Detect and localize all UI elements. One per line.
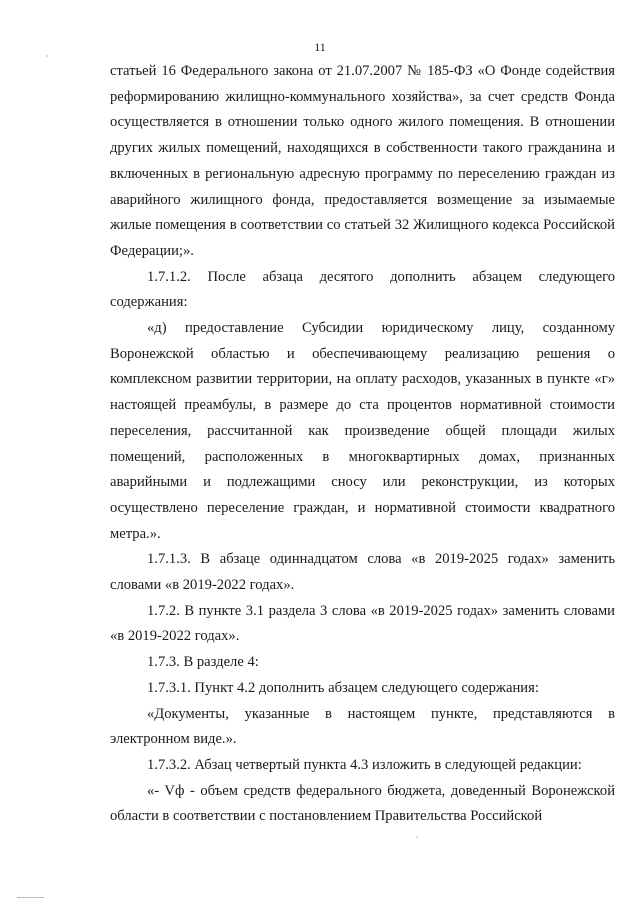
paragraph-subsidy-d: «д) предоставление Субсидии юридическому лицу, созданному Воронежской областью и обеспечивающему реализацию решения о комплексном развитии территории, на оплату расходов, указанных в пункте «г» настоящей преамбулы, в размере до ста процентов нормативной стоимости переселения, рассчитанной как произведение общей площади жилых помещений, расположенных в многоквартирных домах, признанных аварийными и подлежащими сносу или реконструкции, из которых осуществлено переселение граждан, и нормативной стоимости квадратного метра.».	[110, 320, 615, 542]
paragraph-documents-electronic: «Документы, указанные в настоящем пункте, представляются в электронном виде.».	[110, 705, 615, 748]
paragraph-1-7-3: 1.7.3. В разделе 4:	[147, 654, 259, 671]
paragraph-1-7-3-2: 1.7.3.2. Абзац четвертый пункта 4.3 изложить в следующей редакции:	[147, 756, 582, 773]
paragraph-continuation: статьей 16 Федерального закона от 21.07.2007 № 185-ФЗ «О Фонде содействия реформированию жилищно-коммунального хозяйства», за счет средств Фонда осуществляется в отношении только одного жилого помещения. В отношении других жилых помещений, находящихся в собственности такого гражданина и включенных в региональную адресную программу по переселению граждан из аварийного жилищного фонда, предоставляется возмещение за изымаемые жилые помещения в соответствии со статьей 32 Жилищного кодекса Российской Федерации;».	[110, 63, 615, 259]
paragraph-1-7-2: 1.7.2. В пункте 3.1 раздела 3 слова «в 2019-2025 годах» заменить словами «в 2019-2022 годах».	[110, 602, 615, 645]
paragraph-1-7-1-2: 1.7.1.2. После абзаца десятого дополнить абзацем следующего содержания:	[110, 268, 615, 311]
page-number: 11	[314, 40, 326, 54]
paragraph-1-7-1-3: 1.7.1.3. В абзаце одиннадцатом слова «в 2019-2025 годах» заменить словами «в 2019-2022 годах».	[110, 551, 615, 594]
scan-speck	[46, 55, 48, 57]
document-body	[110, 59, 615, 830]
paragraph-vf-definition: «- Vф - объем средств федерального бюджета, доведенный Воронежской области в соответствии с постановлением Правительства Российской	[110, 782, 615, 825]
scan-speck	[416, 836, 418, 838]
footer-rule	[17, 897, 44, 898]
paragraph-1-7-3-1: 1.7.3.1. Пункт 4.2 дополнить абзацем следующего содержания:	[147, 679, 539, 696]
